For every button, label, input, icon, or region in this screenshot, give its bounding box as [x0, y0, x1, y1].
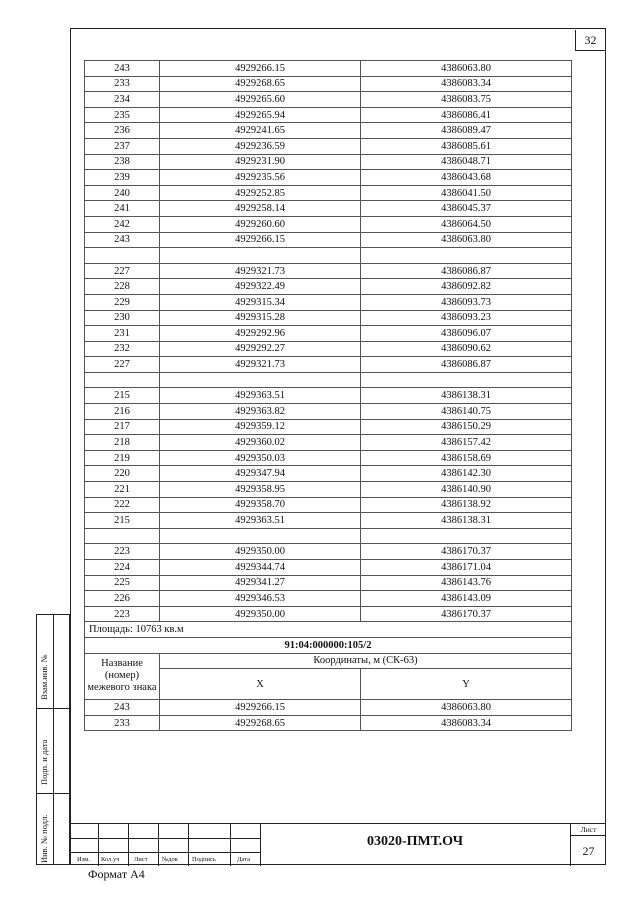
y-coordinate-cell: 4386157.42 [361, 435, 572, 451]
x-coordinate-cell: 4929265.60 [160, 92, 361, 108]
x-coordinate-cell: 4929358.70 [160, 497, 361, 513]
title-block [70, 823, 606, 865]
area-row [85, 622, 572, 638]
point-number-cell: 234 [85, 92, 160, 108]
area-text: Площадь: 10763 кв.м [85, 622, 572, 638]
x-coordinate-cell: 4929344.74 [160, 560, 361, 576]
point-number-cell: 240 [85, 185, 160, 201]
point-number-cell: 233 [85, 715, 160, 731]
header-coordinates-title: Координаты, м (СК-63) [160, 653, 572, 669]
empty-separator-row [85, 248, 572, 264]
table-row [85, 216, 572, 232]
table-row [85, 560, 572, 576]
y-coordinate-cell: 4386083.34 [361, 76, 572, 92]
y-coordinate-cell: 4386171.04 [361, 560, 572, 576]
table-row [85, 61, 572, 77]
y-coordinate-cell: 4386043.68 [361, 170, 572, 186]
empty-separator-row [85, 372, 572, 388]
page-number: 32 [575, 30, 605, 51]
empty-cell [85, 248, 160, 264]
empty-cell [160, 372, 361, 388]
x-coordinate-cell: 4929241.65 [160, 123, 361, 139]
y-coordinate-cell: 4386090.62 [361, 341, 572, 357]
table-row [85, 357, 572, 373]
y-coordinate-cell: 4386063.80 [361, 700, 572, 716]
point-number-cell: 225 [85, 575, 160, 591]
point-number-cell: 232 [85, 341, 160, 357]
point-number-cell: 224 [85, 560, 160, 576]
y-coordinate-cell: 4386143.09 [361, 591, 572, 607]
point-number-cell: 238 [85, 154, 160, 170]
x-coordinate-cell: 4929315.34 [160, 294, 361, 310]
table-row [85, 92, 572, 108]
x-coordinate-cell: 4929321.73 [160, 357, 361, 373]
table-row [85, 170, 572, 186]
y-coordinate-cell: 4386138.92 [361, 497, 572, 513]
table-row [85, 466, 572, 482]
table-row [85, 591, 572, 607]
table-row [85, 575, 572, 591]
x-coordinate-cell: 4929315.28 [160, 310, 361, 326]
point-number-cell: 217 [85, 419, 160, 435]
x-coordinate-cell: 4929268.65 [160, 715, 361, 731]
header-y: Y [361, 669, 572, 700]
header-row [85, 653, 572, 669]
point-number-cell: 226 [85, 591, 160, 607]
table-row [85, 310, 572, 326]
point-number-cell: 228 [85, 279, 160, 295]
y-coordinate-cell: 4386086.87 [361, 357, 572, 373]
table-row [85, 544, 572, 560]
x-coordinate-cell: 4929321.73 [160, 263, 361, 279]
coordinates-table [84, 60, 572, 731]
x-coordinate-cell: 4929266.15 [160, 61, 361, 77]
x-coordinate-cell: 4929236.59 [160, 138, 361, 154]
empty-separator-row [85, 528, 572, 544]
x-coordinate-cell: 4929347.94 [160, 466, 361, 482]
x-coordinate-cell: 4929358.95 [160, 482, 361, 498]
x-coordinate-cell: 4929265.94 [160, 107, 361, 123]
table-row [85, 435, 572, 451]
y-coordinate-cell: 4386142.30 [361, 466, 572, 482]
y-coordinate-cell: 4386089.47 [361, 123, 572, 139]
point-number-cell: 243 [85, 232, 160, 248]
y-coordinate-cell: 4386096.07 [361, 326, 572, 342]
x-coordinate-cell: 4929360.02 [160, 435, 361, 451]
y-coordinate-cell: 4386063.80 [361, 61, 572, 77]
x-coordinate-cell: 4929363.82 [160, 404, 361, 420]
y-coordinate-cell: 4386092.82 [361, 279, 572, 295]
table-row [85, 326, 572, 342]
y-coordinate-cell: 4386086.41 [361, 107, 572, 123]
point-number-cell: 243 [85, 700, 160, 716]
y-coordinate-cell: 4386041.50 [361, 185, 572, 201]
x-coordinate-cell: 4929266.15 [160, 700, 361, 716]
point-number-cell: 223 [85, 544, 160, 560]
empty-cell [361, 248, 572, 264]
sheet-label: Лист [580, 825, 597, 834]
tb-label-data: Дата [237, 856, 250, 863]
point-number-cell: 229 [85, 294, 160, 310]
table-row [85, 450, 572, 466]
y-coordinate-cell: 4386048.71 [361, 154, 572, 170]
table-row [85, 341, 572, 357]
x-coordinate-cell: 4929260.60 [160, 216, 361, 232]
table-row [85, 185, 572, 201]
y-coordinate-cell: 4386140.75 [361, 404, 572, 420]
podp-data-label: Подп. и дата [39, 739, 49, 785]
table-row [85, 76, 572, 92]
point-number-cell: 233 [85, 76, 160, 92]
header-name-column: Название (номер) межевого знака [85, 653, 160, 700]
x-coordinate-cell: 4929341.27 [160, 575, 361, 591]
y-coordinate-cell: 4386093.73 [361, 294, 572, 310]
table-row [85, 700, 572, 716]
table-row [85, 154, 572, 170]
point-number-cell: 222 [85, 497, 160, 513]
sheet-box [570, 824, 606, 866]
x-coordinate-cell: 4929258.14 [160, 201, 361, 217]
point-number-cell: 218 [85, 435, 160, 451]
point-number-cell: 219 [85, 450, 160, 466]
x-coordinate-cell: 4929346.53 [160, 591, 361, 607]
empty-cell [85, 372, 160, 388]
table-row [85, 497, 572, 513]
x-coordinate-cell: 4929292.27 [160, 341, 361, 357]
y-coordinate-cell: 4386064.50 [361, 216, 572, 232]
x-coordinate-cell: 4929292.96 [160, 326, 361, 342]
y-coordinate-cell: 4386143.76 [361, 575, 572, 591]
table-row [85, 404, 572, 420]
empty-cell [160, 528, 361, 544]
table-row [85, 107, 572, 123]
tb-label-kolych: Кол.уч [101, 856, 120, 863]
x-coordinate-cell: 4929231.90 [160, 154, 361, 170]
table-row [85, 201, 572, 217]
x-coordinate-cell: 4929350.00 [160, 606, 361, 622]
empty-cell [361, 528, 572, 544]
tb-label-izm: Изм. [77, 856, 90, 863]
empty-cell [361, 372, 572, 388]
point-number-cell: 227 [85, 357, 160, 373]
x-coordinate-cell: 4929322.49 [160, 279, 361, 295]
point-number-cell: 215 [85, 388, 160, 404]
vzam-inv-label: Взам.инв. № [39, 654, 49, 700]
table-row [85, 419, 572, 435]
table-row [85, 294, 572, 310]
table-row [85, 279, 572, 295]
document-code: 03020-ПМТ.ОЧ [366, 834, 464, 849]
parcel-id: 91:04:000000:105/2 [85, 637, 572, 653]
tb-label-ndok: №док [162, 856, 178, 863]
y-coordinate-cell: 4386085.61 [361, 138, 572, 154]
format-label: Формат А4 [88, 867, 145, 881]
x-coordinate-cell: 4929350.00 [160, 544, 361, 560]
point-number-cell: 220 [85, 466, 160, 482]
y-coordinate-cell: 4386170.37 [361, 606, 572, 622]
point-number-cell: 223 [85, 606, 160, 622]
y-coordinate-cell: 4386138.31 [361, 388, 572, 404]
inv-podl-label: Инв. № подл. [39, 814, 49, 863]
x-coordinate-cell: 4929363.51 [160, 388, 361, 404]
table-row [85, 606, 572, 622]
point-number-cell: 227 [85, 263, 160, 279]
x-coordinate-cell: 4929266.15 [160, 232, 361, 248]
empty-cell [160, 248, 361, 264]
x-coordinate-cell: 4929359.12 [160, 419, 361, 435]
y-coordinate-cell: 4386083.34 [361, 715, 572, 731]
tb-label-list: Лист [134, 856, 148, 863]
coordinates-table-body [85, 61, 572, 731]
y-coordinate-cell: 4386140.90 [361, 482, 572, 498]
y-coordinate-cell: 4386045.37 [361, 201, 572, 217]
sheet-number: 27 [582, 844, 595, 858]
y-coordinate-cell: 4386138.31 [361, 513, 572, 529]
table-row [85, 232, 572, 248]
table-row [85, 123, 572, 139]
x-coordinate-cell: 4929252.85 [160, 185, 361, 201]
table-row [85, 263, 572, 279]
header-x: X [160, 669, 361, 700]
point-number-cell: 239 [85, 170, 160, 186]
y-coordinate-cell: 4386086.87 [361, 263, 572, 279]
point-number-cell: 231 [85, 326, 160, 342]
point-number-cell: 230 [85, 310, 160, 326]
point-number-cell: 242 [85, 216, 160, 232]
table-row [85, 482, 572, 498]
tb-label-podpis: Подпись [192, 856, 216, 863]
point-number-cell: 241 [85, 201, 160, 217]
y-coordinate-cell: 4386083.75 [361, 92, 572, 108]
y-coordinate-cell: 4386063.80 [361, 232, 572, 248]
point-number-cell: 236 [85, 123, 160, 139]
point-number-cell: 235 [85, 107, 160, 123]
point-number-cell: 243 [85, 61, 160, 77]
x-coordinate-cell: 4929235.56 [160, 170, 361, 186]
point-number-cell: 237 [85, 138, 160, 154]
y-coordinate-cell: 4386093.23 [361, 310, 572, 326]
y-coordinate-cell: 4386158.69 [361, 450, 572, 466]
x-coordinate-cell: 4929268.65 [160, 76, 361, 92]
side-stamp [36, 614, 70, 865]
table-row [85, 138, 572, 154]
parcel-title-row [85, 637, 572, 653]
x-coordinate-cell: 4929363.51 [160, 513, 361, 529]
y-coordinate-cell: 4386150.29 [361, 419, 572, 435]
y-coordinate-cell: 4386170.37 [361, 544, 572, 560]
table-row [85, 388, 572, 404]
point-number-cell: 216 [85, 404, 160, 420]
table-row [85, 513, 572, 529]
point-number-cell: 221 [85, 482, 160, 498]
x-coordinate-cell: 4929350.03 [160, 450, 361, 466]
table-row [85, 715, 572, 731]
empty-cell [85, 528, 160, 544]
point-number-cell: 215 [85, 513, 160, 529]
